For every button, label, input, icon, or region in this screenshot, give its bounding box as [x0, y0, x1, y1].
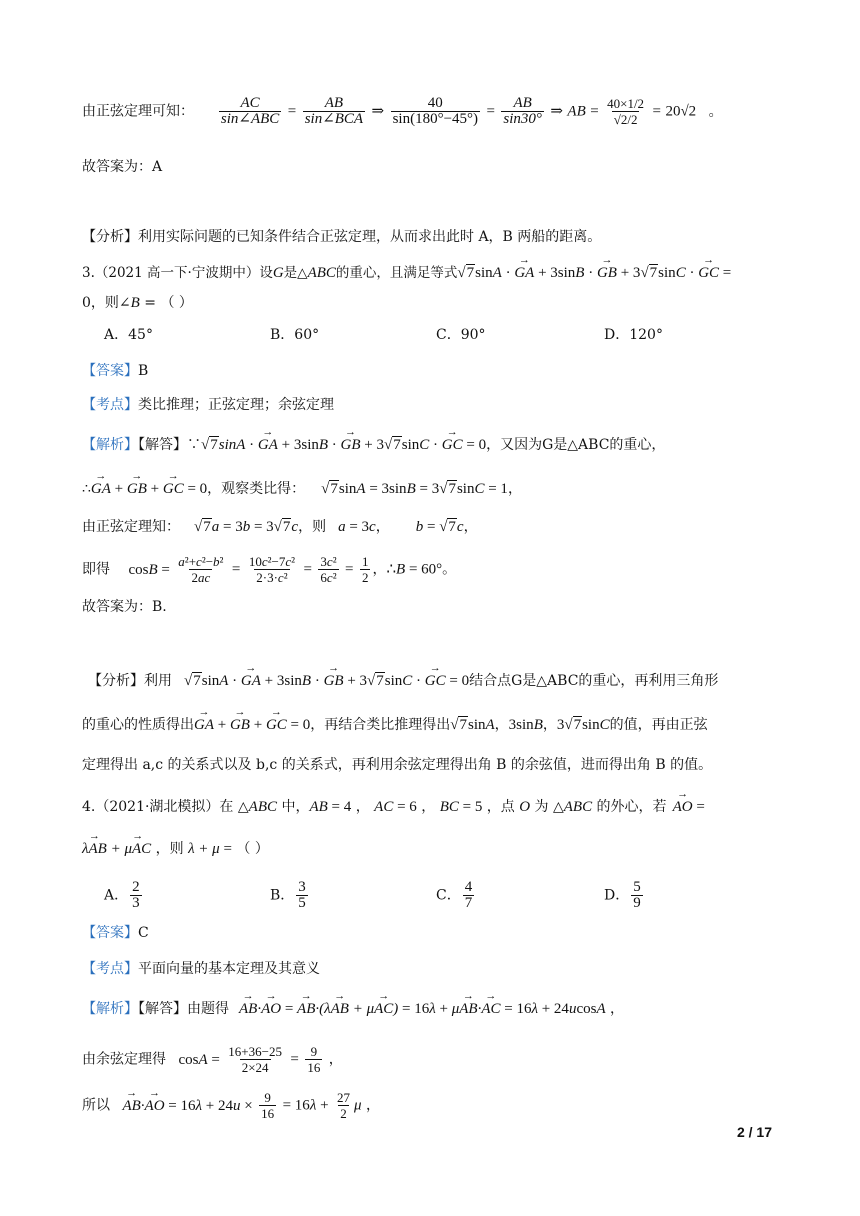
q3-solution-line4: 即得 cosB = $\frac{\text{a²+c²−b²}}{2ac}$ = $\frac{\text{10c²−7c²}}{\text{2·3·c²}}$ = $\frac{\text{3c²}}{\text{6c²}}$ = $\frac{1}{2}$ ，∴B = 60°。: [82, 554, 457, 585]
result-value: 20√2: [665, 103, 697, 120]
q3-solution-line3: 由正弦定理知： √7a = 3b = 3√7c，则 a = 3c， b = √7c，: [82, 519, 478, 535]
answer-line-1: 故答案为：A: [82, 159, 163, 175]
q4-solution-line2: 由余弦定理得 cosA = $\frac{16+36-25}{2\times 24}$ = $\frac{9}{16}$ ，: [82, 1044, 343, 1075]
intro-text: 由正弦定理可知：: [82, 103, 194, 120]
page-number: 2 / 17: [736, 1124, 772, 1140]
q3-stem-line2: 0，则∠B = （ ）: [82, 295, 193, 311]
q4-option-d[interactable]: D． $\frac{5}{9}$: [604, 879, 641, 911]
q4-option-a[interactable]: A． $\frac{2}{3}$: [104, 879, 140, 911]
q3-option-b[interactable]: B．60°: [270, 327, 320, 343]
q3-analysis-line3: 定理得出 a,c 的关系式以及 b,c 的关系式，再利用余弦定理得出角 B 的余弦值，进而得出角 B 的值。: [82, 757, 713, 773]
q4-solution-line3: 所以 → AB·→ AO = 16λ + 24u × $\frac{9}{16}$ = 16λ + $\frac{27}{2}$ μ ，: [82, 1090, 380, 1121]
q3-option-a[interactable]: A．45°: [104, 327, 153, 343]
fraction: $\frac{40}{\sin(180^\circ-45^\circ)}$: [392, 95, 479, 127]
fraction: $\frac{AB}{\sin 30^\circ}$: [503, 95, 542, 127]
fraction: $\frac{AB}{\text{sin∠BCA}}$: [304, 95, 364, 127]
analysis-2: 【分析】利用实际问题的已知条件结合正弦定理，从而求出此时 A，B 两船的距离。: [82, 229, 602, 245]
q3-answer-line: 故答案为：B.: [82, 599, 167, 615]
q4-option-c[interactable]: C． $\frac{4}{7}$: [436, 879, 473, 911]
q4-answer: 【答案】C: [82, 925, 149, 941]
q4-solution-line1: 【解析】【解答】由题得→ AB·→ AO = → AB·(λ→ AB + μ→ AC) = 16λ + μ→ AB·→ AC = 16λ + 24ucosA ，: [82, 998, 624, 1020]
q4-knowledge-point: 【考点】平面向量的基本定理及其意义: [82, 961, 320, 977]
law-of-sines-line: 由正弦定理可知： $\frac{AC}{\text{sin∠ABC}}$ = $\frac{AB}{\text{sin∠BCA}}$ ⇒ $\frac{40}{\sin(180^\circ-45^\circ)}$ = $\frac{AB}{\sin 30^\circ}$ ⇒ AB = $\frac{40\times 1/2}{√2/2}$ = 20√2 。: [82, 95, 723, 127]
q3-solution-line2: ∴→ GA + → GB + → GC = 0，观察类比得： √7sinA = 3sinB = 3√7sinC = 1，: [82, 478, 522, 500]
q3-option-d[interactable]: D．120°: [604, 327, 663, 343]
q4-option-b[interactable]: B． $\frac{3}{5}$: [270, 879, 306, 911]
q3-knowledge-point: 【考点】类比推理；正弦定理；余弦定理: [82, 397, 334, 413]
q3-solution-line1: 【解析】【解答】∵√7sinA · → GA + 3sinB · → GB + 3√7sinC · → GC = 0，又因为G是△ABC的重心，: [82, 434, 665, 456]
q3-option-c[interactable]: C．90°: [436, 327, 486, 343]
fraction: $\frac{AC}{\text{sin∠ABC}}$: [220, 95, 280, 127]
q3-analysis-line1: 【分析】利用 √7sinA · → GA + 3sinB · → GB + 3√7sinC · → GC = 0结合点G是△ABC的重心，再利用三角形: [88, 670, 718, 692]
segment-ab: AB: [567, 103, 586, 120]
q3-answer: 【答案】B: [82, 363, 149, 379]
q4-stem-line2: → λAB + → μAC ，则 λ + μ = （ ）: [82, 838, 269, 860]
q3-analysis-line2: 的重心的性质得出→ GA + → GB + → GC = 0，再结合类比推理得出√7sinA，3sinB，3√7sinC的值，再由正弦: [82, 714, 708, 736]
q4-stem-line1: 4.（2021·湖北模拟）在 △ABC 中，AB = 4 ， AC = 6 ， BC = 5 ，点 O 为 △ABC 的外心，若→ AO =: [82, 796, 705, 818]
q3-stem-line1: 3.（2021 高一下·宁波期中）设G是△ABC的重心，且满足等式√7sinA · → GA + 3sinB · → GB + 3√7sinC · → GC =: [82, 262, 731, 284]
fraction: $\frac{40\times 1/2}{√2/2}$: [607, 96, 645, 127]
